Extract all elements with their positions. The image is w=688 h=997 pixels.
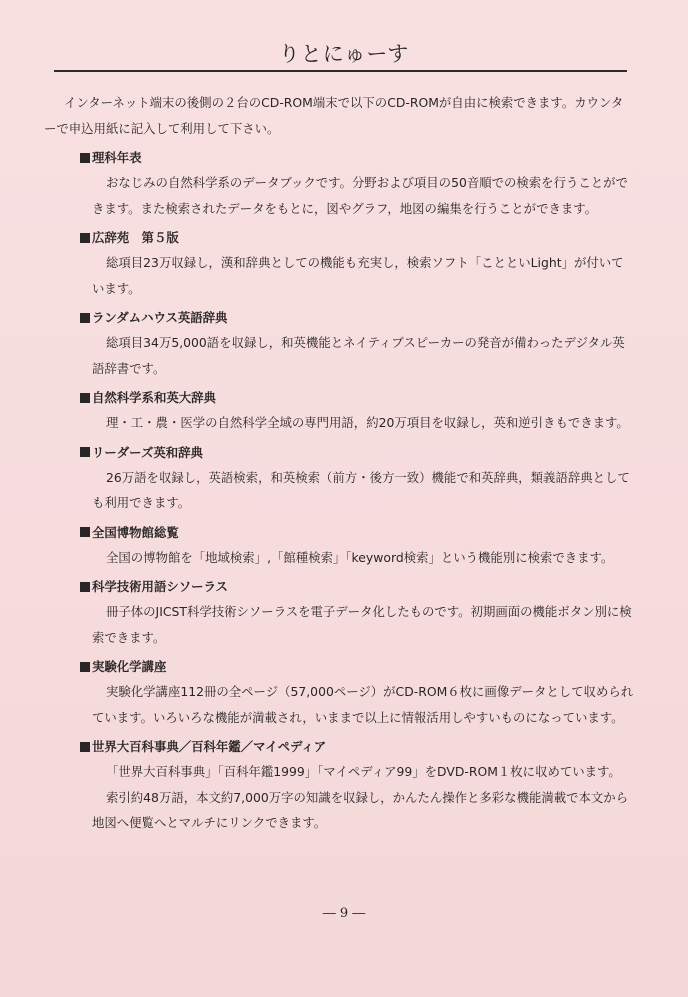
square-bullet-icon bbox=[80, 313, 90, 323]
section-title-text: 自然科学系和英大辞典 bbox=[92, 390, 216, 405]
section-title-text: リーダーズ英和辞典 bbox=[92, 444, 203, 460]
article-body bbox=[44, 90, 634, 836]
section-title-text: 広辞苑 第５版 bbox=[92, 230, 179, 245]
section-text: 実験化学講座112冊の全ページ（57,000ページ）がCD-ROM６枚に画像データとして収められています。いろいろな機能が満載され，いままで以上に情報活用しやすいものになっています。 bbox=[92, 684, 634, 725]
section-title bbox=[80, 574, 634, 599]
page-number: ― 9 ― bbox=[322, 906, 366, 921]
section-text: 26万語を収録し，英語検索，和英検索（前方・後方一致）機能で和英辞典，類義語辞典としても利用できます。 bbox=[92, 469, 630, 510]
section-encyclopedia bbox=[44, 734, 634, 836]
section-title-text: ランダムハウス英語辞典 bbox=[92, 310, 228, 325]
section-title-text: 全国博物館総覧 bbox=[92, 524, 179, 540]
section-title bbox=[80, 520, 634, 545]
section-title bbox=[80, 225, 634, 250]
section-thesaurus bbox=[44, 574, 634, 650]
square-bullet-icon bbox=[80, 582, 90, 592]
section-rikanenpyo bbox=[44, 145, 634, 221]
section-title bbox=[80, 305, 634, 330]
section-title-text: 理科年表 bbox=[92, 150, 142, 165]
square-bullet-icon bbox=[80, 527, 90, 537]
section-text: 理・工・農・医学の自然科学全域の専門用語，約20万項目を収録し，英和逆引きもできます。 bbox=[106, 415, 629, 430]
section-readers bbox=[44, 440, 634, 516]
section-title-text: 実験化学講座 bbox=[92, 659, 167, 674]
section-text: 総項目23万収録し，漢和辞典としての機能も充実し，検索ソフト「ことといLight」が付いています。 bbox=[92, 255, 624, 296]
section-random-house bbox=[44, 305, 634, 381]
square-bullet-icon bbox=[80, 662, 90, 672]
page-title: りとにゅーす bbox=[278, 42, 410, 66]
intro-paragraph: インターネット端末の後側の２台のCD-ROM端末で以下のCD-ROMが自由に検索できます。カウンターで申込用紙に記入して利用して下さい。 bbox=[44, 95, 624, 136]
section-title-text: 世界大百科事典／百科年鑑／マイペディア bbox=[92, 739, 327, 754]
section-title bbox=[80, 385, 634, 410]
section-kojien bbox=[44, 225, 634, 301]
section-text: 「世界大百科事典」「百科年鑑1999」「マイペディア99」をDVD-ROM１枚に収めています。 bbox=[106, 764, 621, 779]
square-bullet-icon bbox=[80, 153, 90, 163]
section-title bbox=[80, 734, 634, 759]
title-rule bbox=[54, 70, 627, 72]
section-title bbox=[80, 145, 634, 170]
section-text: 全国の博物館を「地域検索」,「館種検索」「keyword検索」という機能別に検索できます。 bbox=[106, 549, 614, 565]
section-text: 総項目34万5,000語を収録し，和英機能とネイティブスピーカーの発音が備わったデジタル英語辞書です。 bbox=[92, 335, 625, 376]
square-bullet-icon bbox=[80, 447, 90, 457]
square-bullet-icon bbox=[80, 233, 90, 243]
section-title-text: 科学技術用語シソーラス bbox=[92, 579, 228, 594]
section-text: 冊子体のJICST科学技術シソーラスを電子データ化したものです。初期画面の機能ボタン別に検索できます。 bbox=[92, 604, 632, 645]
section-text: 索引約48万語，本文約7,000万字の知識を収録し，かんたん操作と多彩な機能満載で本文から地図へ便覧へとマルチにリンクできます。 bbox=[92, 789, 629, 830]
square-bullet-icon bbox=[80, 742, 90, 752]
section-title bbox=[80, 654, 634, 679]
section-museum bbox=[44, 520, 634, 571]
section-title bbox=[80, 440, 634, 465]
section-text: おなじみの自然科学系のデータブックです。分野および項目の50音順での検索を行うことができます。また検索されたデータをもとに，図やグラフ，地図の編集を行うことができます。 bbox=[92, 175, 628, 216]
section-chemistry bbox=[44, 654, 634, 730]
square-bullet-icon bbox=[80, 393, 90, 403]
section-science-dictionary bbox=[44, 385, 634, 436]
